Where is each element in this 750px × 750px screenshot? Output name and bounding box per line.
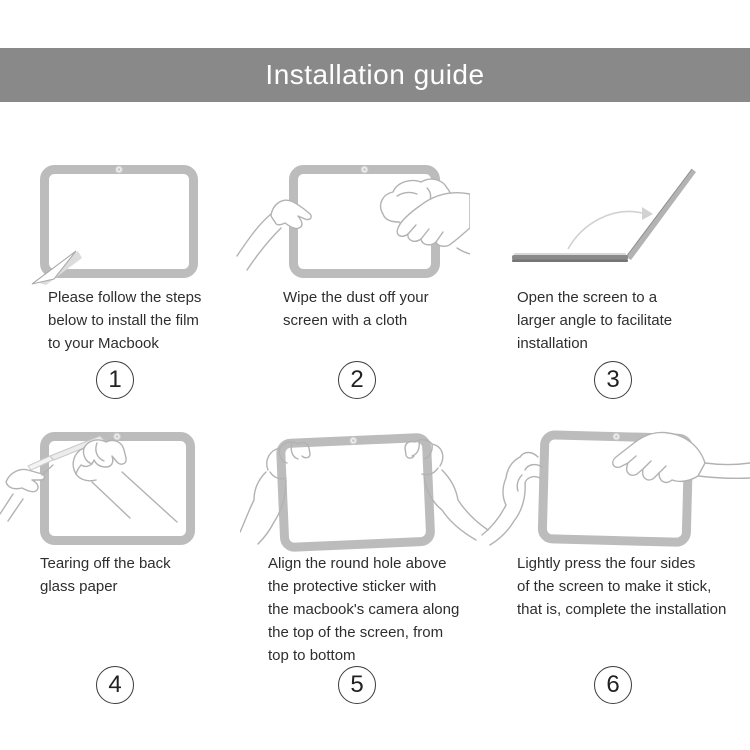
film-peel-icon (20, 152, 230, 292)
page-title: Installation guide (265, 59, 485, 90)
step-2-text: Wipe the dust off your screen with a cloth (283, 289, 429, 329)
step-number-badge-2: 2 (338, 361, 376, 399)
step-number-badge-4: 4 (96, 666, 134, 704)
step-number-badge-1: 1 (96, 361, 134, 399)
screen-frame (280, 437, 430, 547)
align-film-icon (240, 428, 505, 563)
step-1-text: Please follow the steps below to install the film to your Macbook (48, 289, 202, 352)
pinch-hand-icon (6, 470, 44, 492)
laptop-base (512, 255, 628, 260)
laptop-lid (626, 169, 696, 260)
step-4-text: Tearing off the back glass paper (40, 555, 171, 595)
arrowhead (642, 207, 653, 220)
open-arrow (568, 211, 642, 249)
step-3-text: Open the screen to a larger angle to facilitate installation (517, 289, 673, 352)
step-5-text: Align the round hole above the protective sticker with the macbook's camera along the top of the screen, from top to bottom (268, 555, 460, 664)
step-number-badge-6: 6 (594, 666, 632, 704)
tear-backing-icon (0, 422, 250, 562)
open-laptop-icon (490, 150, 750, 280)
left-hand-icon (482, 453, 542, 546)
step-number-badge-3: 3 (594, 361, 632, 399)
step-number-badge-5: 5 (338, 666, 376, 704)
wipe-screen-icon (235, 152, 470, 292)
press-screen-icon (480, 423, 750, 565)
header-bar (0, 48, 750, 102)
step-6-text: Lightly press the four sides of the screen to make it stick, that is, complete the installation (517, 555, 727, 618)
